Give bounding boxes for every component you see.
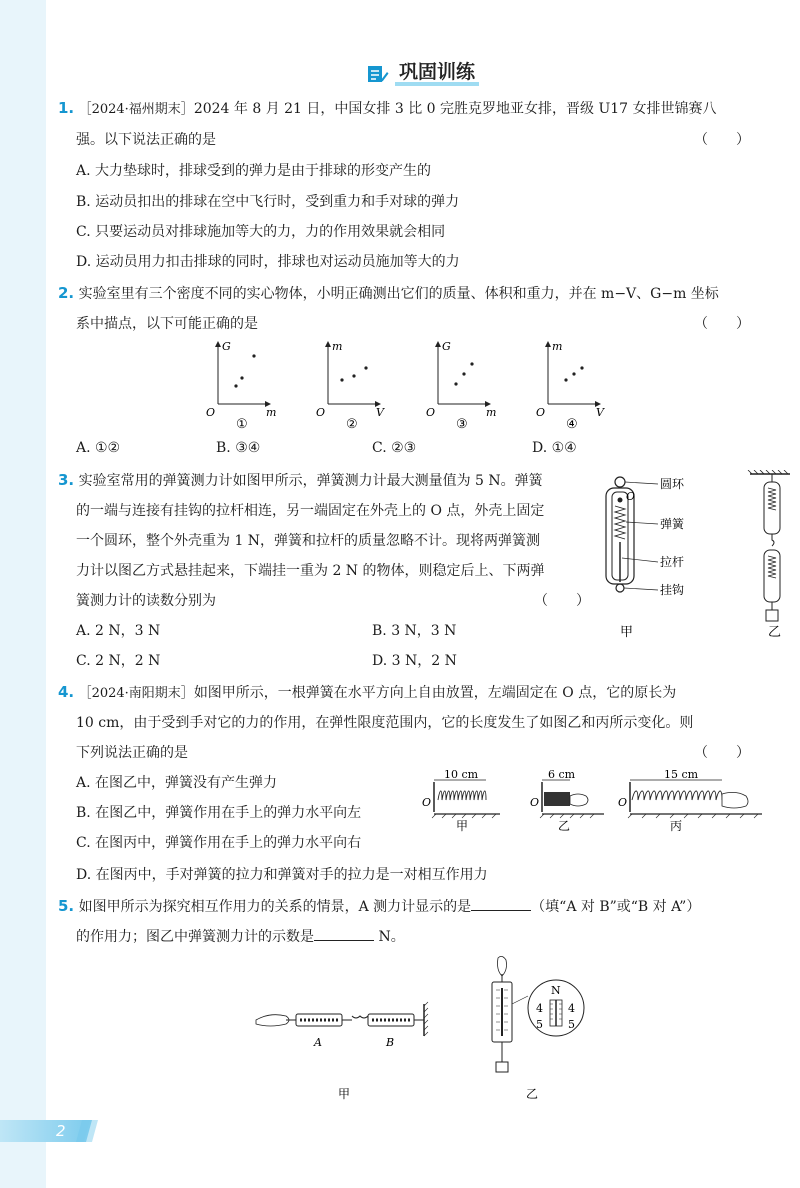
q4-len1-label: 10 cm <box>444 770 479 781</box>
q4-fig-yi-label: 乙 <box>558 819 571 833</box>
q1-text1: 2024 年 8 月 21 日，中国女排 3 比 0 完胜克罗地亚女排，晋级 U17 女排世锦赛八 <box>193 101 717 117</box>
q3-o-label: O <box>626 490 636 503</box>
graph-3-origin: O <box>426 406 436 419</box>
notebook-pen-icon <box>367 64 389 84</box>
q2-text1: 实验室里有三个密度不同的实心物体，小明正确测出它们的质量、体积和重力，并在 m−V、G−m 坐标 <box>78 286 719 302</box>
graph-2-origin: O <box>316 406 326 419</box>
graph-4 <box>536 340 605 432</box>
q4-len3-label: 15 cm <box>664 770 699 781</box>
q3-ring-label: 圆环 <box>660 477 685 491</box>
spring-figure-jia <box>422 770 500 833</box>
q3-fig-jia-label: 甲 <box>620 625 634 640</box>
spring-figure-bing <box>618 770 762 833</box>
q5-text2a: 的作用力；图乙中弹簧测力计的示数是 <box>76 929 314 945</box>
q1-option-d: D. 运动员用力扣击排球的同时，排球也对运动员施加等大的力 <box>76 254 460 270</box>
q4-line2: 10 cm，由于受到手对它的力的作用，在弹性限度范围内，它的长度发生了如图乙和丙所示变化。则 <box>76 715 694 731</box>
graph-1-y-label: G <box>222 340 231 353</box>
q3-rod-label: 拉杆 <box>660 555 685 569</box>
q5-number: 5. <box>58 897 75 915</box>
q4-len2-label: 6 cm <box>548 770 576 781</box>
section-header <box>46 62 800 88</box>
q5-blank-1[interactable] <box>471 896 531 911</box>
graph-2-label: ② <box>346 417 358 432</box>
page <box>46 0 800 1188</box>
graph-1-x-label: m <box>266 406 277 419</box>
graph-1-origin: O <box>206 406 216 419</box>
hand-icon <box>256 1015 289 1026</box>
graph-3-label: ③ <box>456 417 468 432</box>
hook-icon <box>616 584 624 592</box>
q4-number: 4. <box>58 683 75 701</box>
q2-line2: 系中描点，以下可能正确的是 <box>76 316 258 332</box>
q1-option-a: A. 大力垫球时，排球受到的弹力是由于排球的形变产生的 <box>76 163 432 179</box>
graph-4-y-label: m <box>552 340 563 353</box>
q1-line2: 强。以下说法正确的是 <box>76 132 216 148</box>
q5-blank-2[interactable] <box>314 926 374 941</box>
graph-4-origin: O <box>536 406 546 419</box>
q4-fig-bing-label: 丙 <box>670 819 683 833</box>
q2-line1 <box>58 283 719 303</box>
q5-figure <box>246 954 606 1106</box>
ring-icon <box>615 477 625 487</box>
hand-icon <box>498 956 507 976</box>
q3-option-d: D. 3 N，2 N <box>372 653 457 669</box>
q1-source: ［2024·福州期末］ <box>78 102 194 117</box>
hand-icon <box>722 792 748 808</box>
graph-2 <box>316 340 385 432</box>
graph-3 <box>426 340 496 432</box>
q5-tick-5l: 5 <box>536 1018 543 1031</box>
hand-icon <box>570 794 588 806</box>
q2-answer-paren: （ ） <box>694 316 750 332</box>
q5-tick-5r: 5 <box>568 1018 575 1031</box>
q5-text1b: （填“A 对 B”或“B 对 A”） <box>531 899 701 915</box>
q5-a-label: A <box>314 1036 322 1049</box>
q4-option-c: C. 在图丙中，弹簧作用在手上的弹力水平向右 <box>76 835 362 851</box>
q4-figure <box>420 770 770 840</box>
q3-text1: 实验室常用的弹簧测力计如图甲所示，弹簧测力计最大测量值为 5 N。弹簧 <box>78 473 543 489</box>
q4-answer-paren: （ ） <box>694 745 750 761</box>
q4-source: ［2024·南阳期末］ <box>78 686 194 701</box>
q5-tick-4l: 4 <box>536 1002 543 1015</box>
q2-option-a: A. ①② <box>76 440 121 456</box>
q4-option-a: A. 在图乙中，弹簧没有产生弹力 <box>76 775 278 791</box>
q3-line1 <box>58 470 543 490</box>
q2-graphs <box>196 336 616 432</box>
q4-fig-jia-label: 甲 <box>456 819 469 833</box>
graph-1 <box>206 340 276 432</box>
q5-b-label: B <box>386 1036 395 1049</box>
q1-answer-paren: （ ） <box>694 132 750 148</box>
q5-fig-yi-label: 乙 <box>526 1087 539 1101</box>
graph-4-x-label: V <box>596 406 604 419</box>
q5-text2b: N。 <box>374 929 405 945</box>
q2-option-b: B. ③④ <box>216 440 261 456</box>
graph-4-label: ④ <box>566 417 578 432</box>
page-number: 2 <box>56 1122 66 1140</box>
q3-figure <box>600 470 800 642</box>
q2-option-d: D. ①④ <box>532 440 577 456</box>
q4-option-b: B. 在图乙中，弹簧作用在手上的弹力水平向左 <box>76 805 362 821</box>
q3-spring-label: 弹簧 <box>660 517 685 531</box>
q4-option-d: D. 在图丙中，手对弹簧的拉力和弹簧对手的拉力是一对相互作用力 <box>76 867 488 883</box>
q1-option-c: C. 只要运动员对排球施加等大的力，力的作用效果就会相同 <box>76 224 446 240</box>
q3-line2: 的一端与连接有挂钩的拉杆相连，另一端固定在外壳上的 O 点，外壳上固定 <box>76 503 545 519</box>
q4-o-jia: O <box>422 796 432 809</box>
q3-option-b: B. 3 N，3 N <box>372 623 457 639</box>
q1-line1 <box>58 98 717 118</box>
graph-2-y-label: m <box>332 340 343 353</box>
q4-text1: 如图甲所示，一根弹簧在水平方向上自由放置，左端固定在 O 点，它的原长为 <box>193 685 677 701</box>
q5-text1a: 如图甲所示为探究相互作用力的关系的情景，A 测力计显示的是 <box>78 899 472 915</box>
q3-option-a: A. 2 N，3 N <box>76 623 161 639</box>
graph-2-x-label: V <box>376 406 384 419</box>
q3-hook-label: 挂钩 <box>660 583 685 597</box>
q3-answer-paren: （ ） <box>534 593 590 609</box>
q3-number: 3. <box>58 471 75 489</box>
q5-tick-4r: 4 <box>568 1002 575 1015</box>
graph-3-x-label: m <box>486 406 497 419</box>
q5-n-label: N <box>551 984 561 997</box>
q4-line1 <box>58 682 676 702</box>
q3-line5: 簧测力计的读数分别为 <box>76 593 216 609</box>
q5-line1 <box>58 896 700 916</box>
hanging-scales-diagram <box>748 470 790 640</box>
q3-line3: 一个圆环，整个外壳重为 1 N，弹簧和拉杆的质量忽略不计。现将两弹簧测 <box>76 533 541 549</box>
q1-number: 1. <box>58 99 75 117</box>
q5-fig-jia-label: 甲 <box>338 1087 351 1101</box>
q2-option-c: C. ②③ <box>372 440 417 456</box>
page-slash-decoration <box>76 1118 98 1144</box>
q2-number: 2. <box>58 284 75 302</box>
graph-1-label: ① <box>236 417 248 432</box>
q1-option-b: B. 运动员扣出的排球在空中飞行时，受到重力和手对球的弹力 <box>76 194 460 210</box>
spring-scale-diagram <box>606 477 685 640</box>
q4-o-yi: O <box>530 796 540 809</box>
section-title: 巩固训练 <box>395 62 479 86</box>
q5-fig-yi <box>492 956 584 1101</box>
q5-fig-jia <box>256 1002 428 1101</box>
q3-line4: 力计以图乙方式悬挂起来，下端挂一重为 2 N 的物体，则稳定后上、下两弹 <box>76 563 545 579</box>
q3-fig-yi-label: 乙 <box>768 625 782 640</box>
q3-option-c: C. 2 N，2 N <box>76 653 161 669</box>
q4-o-bing: O <box>618 796 628 809</box>
graph-3-y-label: G <box>442 340 451 353</box>
q4-line3: 下列说法正确的是 <box>76 745 188 761</box>
q5-line2 <box>76 926 405 946</box>
spring-figure-yi <box>530 770 604 833</box>
